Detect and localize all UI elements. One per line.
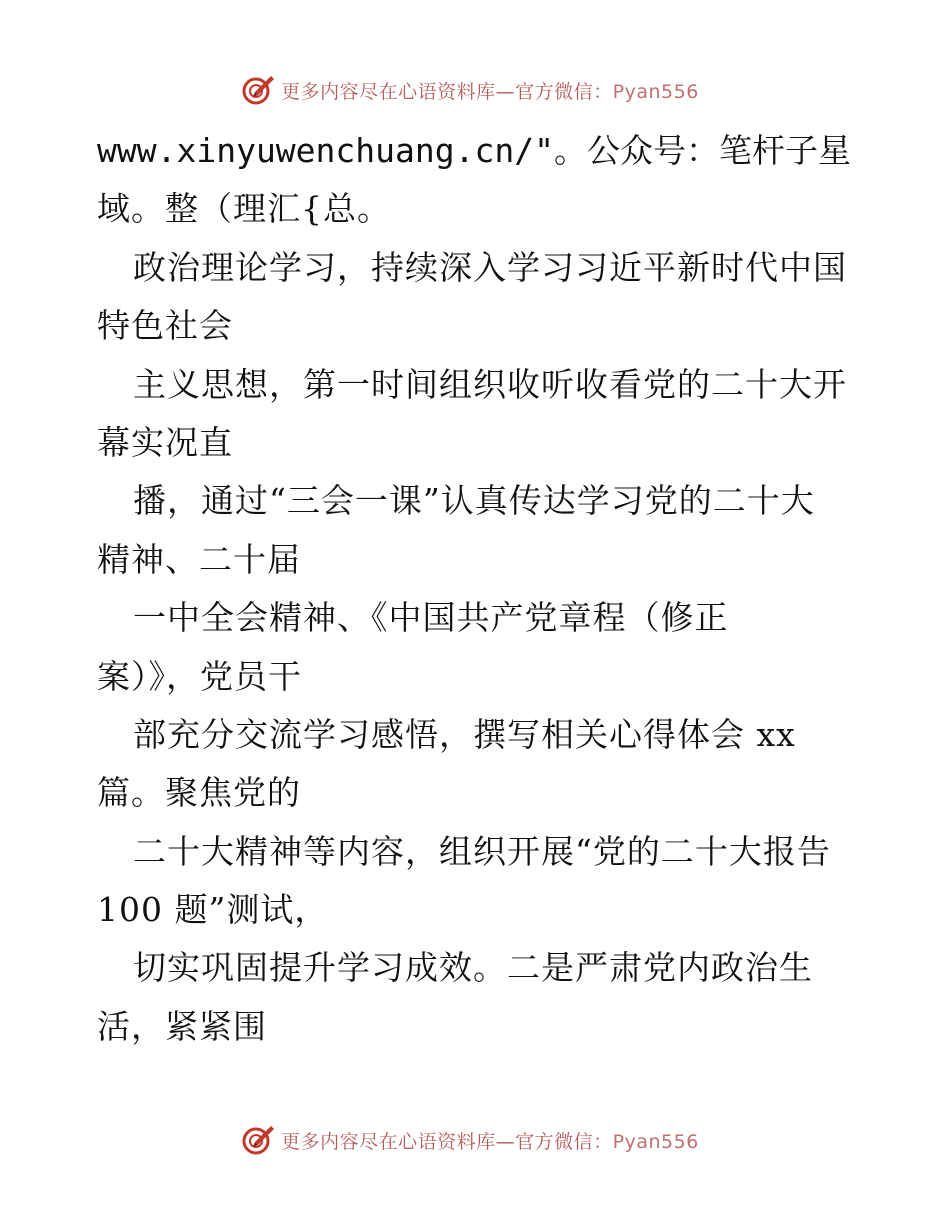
banner-label: 更多内容尽在心语资料库—官方微信： [281, 80, 613, 103]
banner-wechat-id: Pyan556 [612, 80, 699, 103]
body-line: 播，通过“三会一课”认真传达学习党的二十大 [133, 481, 815, 521]
body-line: 二十大精神等内容，组织开展“党的二十大报告 [133, 831, 831, 871]
body-line: 部充分交流学习感悟，撰写相关心得体会 xx [133, 714, 796, 754]
body-line: 幕实况直 [97, 422, 233, 462]
body-line: 切实巩固提升学习成效。二是严肃党内政治生 [133, 948, 813, 988]
body-line: www.xinyuwenchuang.cn/"。公众号：笔杆子星 [97, 131, 851, 170]
body-line: 精神、二十届 [97, 539, 301, 579]
red-pen-circle-logo-icon [241, 1123, 275, 1157]
body-line: 案）》，党员干 [97, 656, 302, 696]
body-line: 政治理论学习，持续深入学习习近平新时代中国 [133, 247, 847, 287]
body-line: 一中全会精神、《中国共产党章程（修正 [133, 598, 729, 638]
document-body [97, 122, 867, 1056]
body-line: 特色社会 [97, 306, 233, 346]
header-banner [0, 70, 950, 110]
banner-wechat-id: Pyan556 [612, 1130, 699, 1153]
body-line: 100 题”测试， [97, 890, 329, 930]
footer-banner-content [241, 1123, 699, 1157]
body-line: 篇。聚焦党的 [97, 773, 301, 813]
header-banner-content [241, 73, 699, 107]
banner-text [281, 77, 699, 104]
footer-banner [0, 1120, 950, 1160]
body-line: 域。整（理汇{总。 [97, 189, 391, 229]
body-line: 活，紧紧围 [97, 1006, 267, 1046]
banner-label: 更多内容尽在心语资料库—官方微信： [281, 1130, 613, 1153]
red-pen-circle-logo-icon [241, 73, 275, 107]
banner-text [281, 1127, 699, 1154]
body-line: 主义思想，第一时间组织收听收看党的二十大开 [133, 364, 847, 404]
